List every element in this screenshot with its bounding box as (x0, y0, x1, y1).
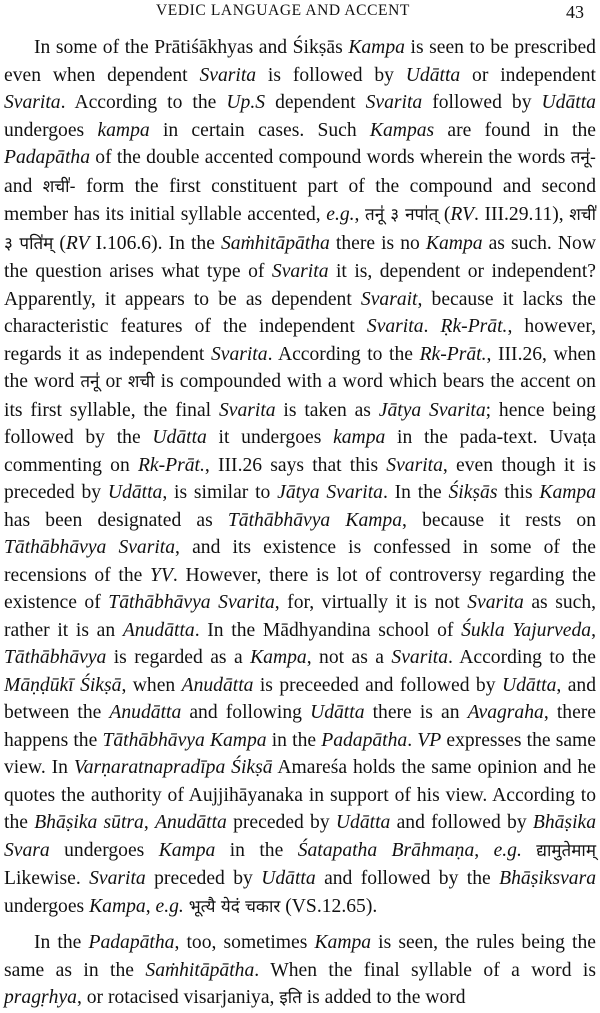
italic-term: Svarita (4, 92, 61, 113)
italic-term: RV (450, 204, 474, 225)
page-header (0, 0, 600, 28)
text-run: , (145, 895, 156, 917)
italic-term: e.g. (155, 895, 184, 917)
italic-term: Rk-Prāt. (419, 343, 487, 365)
italic-term: Śikṣās (448, 482, 498, 503)
italic-term: Svarita (199, 64, 257, 86)
text-run: ; hence being followed by the (4, 399, 596, 448)
text-run: and followed by the (315, 868, 500, 889)
italic-term: Ṛk-Prāt. (440, 316, 508, 337)
text-run: of the double accented compound words wherein the words (90, 147, 571, 168)
running-title: VEDIC LANGUAGE AND ACCENT (156, 2, 410, 19)
text-run: . In the Mādhyandina school of (194, 619, 462, 641)
text-run: . In the (382, 482, 449, 503)
text-run: there is no (329, 232, 426, 254)
text-run: , (474, 839, 494, 861)
text-run: is regarded as a (106, 647, 251, 668)
text-run: undergoes (4, 895, 90, 917)
text-run: is seen to be prescribed even when dependent (4, 37, 596, 86)
italic-term: Padapātha (4, 147, 90, 168)
devanagari-term: शची॑ ३ पति॑म् (4, 205, 597, 254)
italic-term: Bhāṣika Svara (4, 812, 596, 861)
italic-term: Śatapatha Brāhmaṇa (297, 839, 475, 861)
italic-term: Kampas (369, 119, 435, 141)
text-run: , even though it is preceded by (4, 454, 596, 503)
italic-term: Tāthābhāvya (4, 647, 107, 668)
text-run: . III.29.11), (473, 204, 570, 225)
italic-term: kampa (97, 119, 150, 141)
italic-term: kampa (333, 427, 386, 448)
italic-term: Svarita (391, 647, 449, 668)
text-run: , III.26 says that this (204, 454, 387, 476)
text-run: In some of the Prātiśākhyas and Śikṣās (34, 37, 349, 58)
italic-term: Kampa (539, 482, 597, 503)
text-run: . However, there is lot of controversy regarding the existence of (4, 564, 596, 613)
text-run: in the pada-text. Uvaṭa commenting on (4, 427, 596, 476)
italic-term: Anudātta (155, 812, 227, 833)
text-run: form the first constituent part of the compound and second member has its initial syllable accented, (4, 175, 596, 225)
text-run: expresses the same view. In (4, 729, 596, 778)
italic-term: pragṛhya (4, 987, 77, 1008)
italic-term: Svarita (365, 92, 423, 113)
italic-term: Tāthābhāvya Kampa (102, 729, 267, 751)
devanagari-term: द्यामुतेमाम् (536, 840, 596, 861)
text-run: and followed by (390, 812, 533, 833)
italic-term: Udātta (335, 812, 391, 833)
text-run: is added to the word (301, 987, 466, 1008)
text-run: ( (438, 204, 451, 225)
text-run: in certain cases. Such (149, 119, 370, 141)
italic-term: Kampa (158, 839, 216, 861)
text-run: it undergoes (206, 427, 334, 448)
devanagari-term: तनू॑ ३ नपा॑त् (365, 205, 439, 225)
italic-term: Kampa (89, 895, 146, 917)
text-run (522, 840, 536, 861)
text-run: are found in the (434, 119, 596, 141)
italic-term: Svarita (366, 316, 424, 337)
text-run: has been designated as (4, 509, 228, 531)
text-run: , because it lacks the characteristic features of the independent (4, 288, 596, 337)
devanagari-term: तनू॑- (570, 148, 596, 168)
italic-term: VP (417, 729, 442, 751)
italic-term: Tāthābhāvya Svarita (108, 592, 275, 613)
text-run: , when (121, 674, 182, 696)
italic-term: Svarita (218, 399, 276, 421)
italic-term: Kampa (250, 647, 307, 668)
italic-term: YV (150, 564, 173, 586)
italic-term: Padapātha (321, 729, 408, 751)
text-run: dependent (265, 92, 366, 113)
italic-term: Tāthābhāvya Kampa (227, 509, 402, 531)
italic-term: Anudātta (122, 619, 195, 641)
italic-term: Tāthābhāvya Svarita (4, 537, 176, 558)
text-run: and (4, 175, 43, 197)
text-run: followed by (422, 92, 542, 113)
italic-term: Svarita (467, 592, 524, 613)
italic-term: e.g. (493, 839, 522, 861)
italic-term: e.g. (326, 204, 355, 225)
italic-term: Kampa (314, 932, 372, 953)
italic-term: Udātta (501, 674, 557, 696)
italic-term: Saṁhitāpātha (145, 959, 255, 981)
italic-term: Svarait (360, 288, 418, 310)
text-run: in the (215, 839, 298, 861)
text-run: is seen, the rules being the same as in the (4, 932, 596, 981)
text-run: undergoes (49, 839, 159, 861)
page-number: 43 (566, 2, 584, 22)
text-run: . According to the (60, 92, 227, 113)
text-run: , because it rests on (402, 509, 596, 531)
text-run: , for, virtually it is not (274, 592, 468, 613)
text-run: , and its existence is confessed in some of the recensions of the (4, 537, 596, 586)
italic-term: Māṇḍūkī Śikṣā (4, 674, 122, 696)
italic-term: Up.S (226, 92, 266, 113)
devanagari-term: इति (279, 988, 302, 1008)
text-run: undergoes (4, 119, 98, 141)
text-run: , is similar to (162, 482, 278, 503)
text-run: . (407, 729, 418, 751)
italic-term: Kampa (348, 37, 405, 58)
paragraph (4, 929, 596, 1013)
text-run: , III.26, when the word (4, 343, 596, 392)
text-run: , not as a (306, 647, 392, 668)
italic-term: Rk-Prāt. (137, 454, 205, 476)
text-run: , (354, 204, 366, 225)
text-run: or independent (460, 64, 596, 86)
text-run: , or rotacised visarjaniya, (76, 987, 280, 1008)
italic-term: RV (65, 232, 90, 254)
italic-term: Avagraha (467, 702, 544, 723)
text-run: Amareśa holds the same opinion and he quotes the authority of Aujjihāyanaka in support of his view. According to the (4, 757, 596, 833)
italic-term: Udātta (107, 482, 163, 503)
italic-term: Kampa (425, 232, 483, 254)
text-run: is preceeded and followed by (253, 674, 502, 696)
italic-term: Svarita (89, 868, 146, 889)
italic-term: Anudātta (181, 674, 254, 696)
text-run: this (497, 482, 540, 503)
text-run: I.106.6). In the (89, 232, 221, 254)
devanagari-term: शची॑- (42, 176, 76, 197)
text-run: , there happens the (4, 702, 596, 751)
text-run: . (423, 316, 441, 337)
italic-term: Anudātta (109, 702, 182, 723)
text-run: as such, rather it is an (4, 592, 597, 641)
italic-term: Udātta (405, 64, 461, 86)
italic-term: Udātta (152, 427, 207, 448)
italic-term: Bhāṣiksvara (499, 868, 597, 889)
text-run: . When the final syllable of a word is (254, 959, 596, 981)
paragraph (4, 34, 596, 921)
text-run: preceded by (226, 812, 336, 833)
italic-term: Udātta (541, 92, 596, 113)
italic-term: Bhāṣika sūtra (34, 812, 144, 833)
text-run: Likewise. (4, 868, 90, 889)
text-run: in the (266, 729, 322, 751)
italic-term: Jātya Svarita (277, 482, 383, 503)
text-run: , too, sometimes (174, 932, 315, 953)
italic-term: Udātta (261, 868, 316, 889)
text-run: , and between the (4, 674, 596, 723)
devanagari-term: भूत्यै येदं चकार (188, 896, 281, 917)
text-run: . According to the (448, 647, 596, 668)
text-run: is taken as (275, 399, 379, 421)
italic-term: Saṁhitāpātha (220, 232, 330, 254)
text-run: preceded by (145, 868, 262, 889)
text-run: and following (181, 702, 311, 723)
text-run: as such. Now the question arises what type of (4, 232, 596, 282)
italic-term: Padapātha (88, 932, 175, 953)
text-run: ( (53, 232, 66, 254)
italic-term: Varṇaratnapradīpa Śikṣā (73, 757, 273, 778)
text-run: , (591, 619, 596, 641)
body-text (4, 34, 596, 1013)
text-run: (VS.12.65). (280, 895, 378, 917)
text-run: is compounded with a word which bears the accent on its first syllable, the final (4, 371, 596, 421)
italic-term: Svarita (386, 454, 443, 476)
italic-term: Śukla Yajurveda (461, 619, 592, 641)
text-run: , (143, 812, 156, 833)
italic-term: Udātta (310, 702, 365, 723)
text-run: it is, dependent or independent? Apparently, it appears to be as dependent (4, 261, 596, 310)
italic-term: Svarita (210, 343, 268, 365)
italic-term: Jātya Svarita (378, 399, 486, 421)
devanagari-term: शची (127, 372, 155, 392)
devanagari-term: तनू॑ (80, 372, 100, 392)
text-run: . According to the (267, 343, 420, 365)
text-run: or (99, 371, 128, 392)
text-run: there is an (364, 702, 468, 723)
text-run: is followed by (256, 64, 406, 86)
text-run: In the (34, 932, 89, 953)
italic-term: Svarita (271, 261, 329, 282)
text-run: , however, regards it as independent (4, 316, 596, 365)
